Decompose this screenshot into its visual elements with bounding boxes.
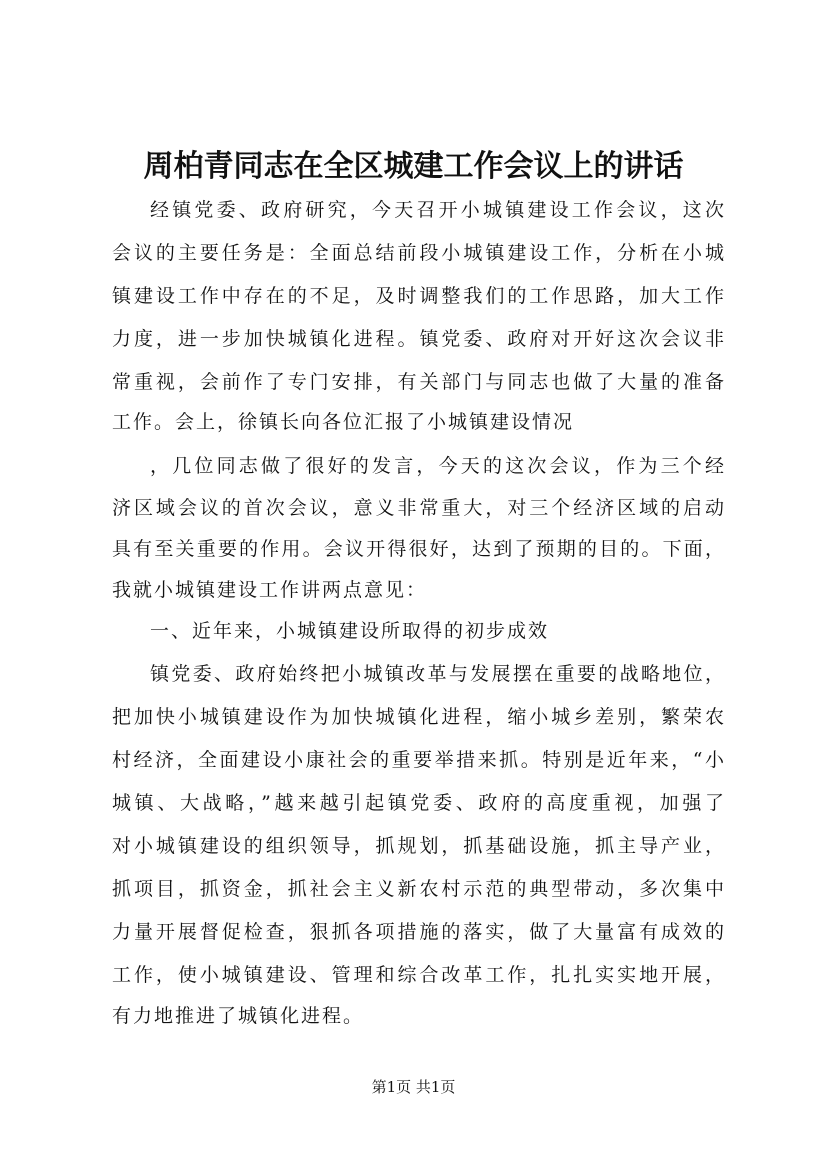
paragraph-line: 抓项目，抓资金，抓社会主义新农村示范的典型带动，多次集中 [112, 878, 724, 900]
section-heading: 一、近年来，小城镇建设所取得的初步成效 [150, 620, 550, 642]
paragraph-line: 工作。会上，徐镇长向各位汇报了小城镇建设情况 [112, 411, 575, 433]
paragraph-line: 镇建设工作中存在的不足，及时调整我们的工作思路，加大工作 [112, 285, 724, 307]
paragraph-line: 济区域会议的首次会议，意义非常重大，对三个经济区域的启动 [112, 497, 724, 519]
paragraph-line: 常重视，会前作了专门安排，有关部门与同志也做了大量的准备 [112, 371, 724, 393]
paragraph-line: 我就小城镇建设工作讲两点意见： [112, 579, 428, 601]
paragraph-line: 力量开展督促检查，狠抓各项措施的落实，做了大量富有成效的 [112, 921, 724, 943]
paragraph-line: 镇党委、政府始终把小城镇改革与发展摆在重要的战略地位， [150, 663, 724, 685]
paragraph-line: 把加快小城镇建设作为加快城镇化进程，缩小城乡差别，繁荣农 [112, 706, 724, 728]
document-title: 周柏青同志在全区城建工作会议上的讲话 [143, 149, 684, 184]
paragraph-line: 经镇党委、政府研究，今天召开小城镇建设工作会议，这次 [150, 199, 724, 221]
paragraph-line: 村经济，全面建设小康社会的重要举措来抓。特别是近年来，“小 [112, 749, 724, 771]
paragraph-line: 对小城镇建设的组织领导，抓规划，抓基础设施，抓主导产业， [112, 835, 724, 857]
paragraph-line: 有力地推进了城镇化进程。 [112, 1005, 365, 1027]
paragraph-line: 力度，进一步加快城镇化进程。镇党委、政府对开好这次会议非 [112, 328, 724, 350]
paragraph-line: 会议的主要任务是：全面总结前段小城镇建设工作，分析在小城 [112, 242, 724, 264]
paragraph-line: ，几位同志做了很好的发言，今天的这次会议，作为三个经 [150, 455, 724, 477]
paragraph-line: 具有至关重要的作用。会议开得很好，达到了预期的目的。下面， [112, 538, 724, 560]
paragraph-line: 城镇、大战略，”越来越引起镇党委、政府的高度重视，加强了 [112, 792, 724, 814]
paragraph-line: 工作，使小城镇建设、管理和综合改革工作，扎扎实实地开展， [112, 964, 724, 986]
page-number-footer: 第1页 共1页 [371, 1078, 456, 1096]
